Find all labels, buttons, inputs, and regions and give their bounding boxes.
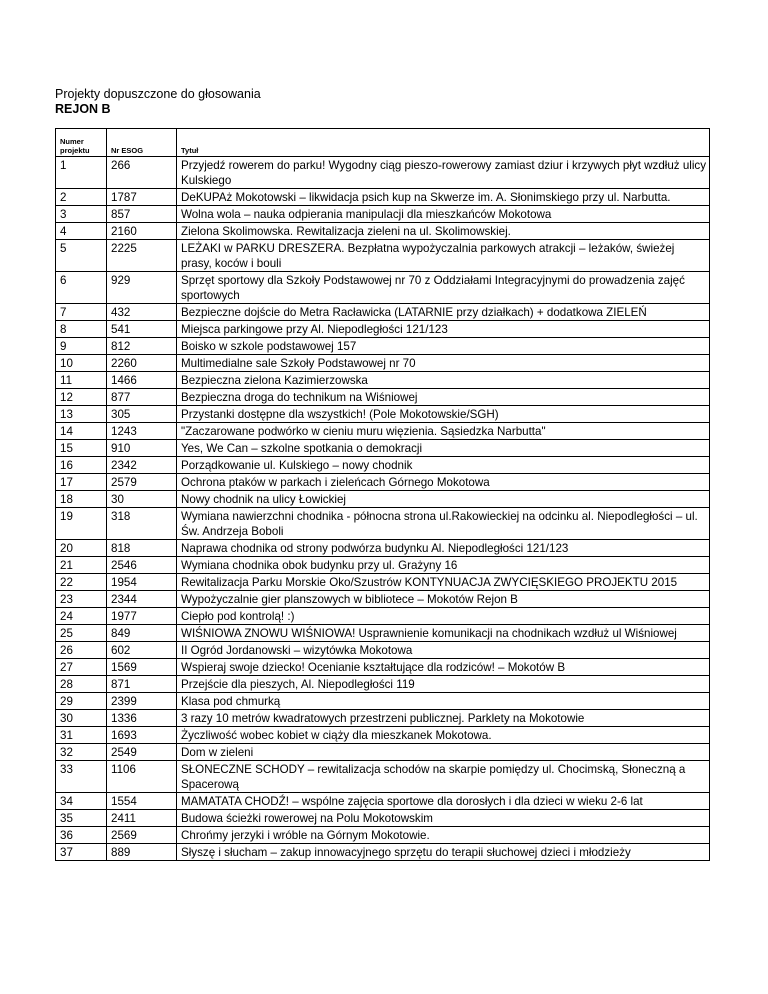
cell-esog-number: 812 [107, 338, 177, 355]
cell-esog-number: 1336 [107, 710, 177, 727]
cell-project-number: 29 [56, 693, 107, 710]
cell-project-number: 6 [56, 272, 107, 304]
cell-esog-number: 305 [107, 406, 177, 423]
cell-esog-number: 2411 [107, 810, 177, 827]
cell-project-number: 3 [56, 206, 107, 223]
cell-title: Przyjedź rowerem do parku! Wygodny ciąg pieszo-rowerowy zamiast dziur i krzywych płyt wzdłuż ulicy Kulskiego [177, 157, 710, 189]
table-body [56, 157, 710, 861]
cell-project-number: 5 [56, 240, 107, 272]
cell-title: Przejście dla pieszych, Al. Niepodległości 119 [177, 676, 710, 693]
table-row [56, 676, 710, 693]
cell-esog-number: 2399 [107, 693, 177, 710]
region-title: REJON B [55, 102, 111, 116]
cell-project-number: 22 [56, 574, 107, 591]
cell-project-number: 11 [56, 372, 107, 389]
cell-project-number: 16 [56, 457, 107, 474]
cell-title: Ciepło pod kontrolą! :) [177, 608, 710, 625]
cell-title: Wolna wola – nauka odpierania manipulacji dla mieszkańców Mokotowa [177, 206, 710, 223]
cell-project-number: 17 [56, 474, 107, 491]
cell-title: DeKUPAż Mokotowski – likwidacja psich kup na Skwerze im. A. Słonimskiego przy ul. Narbutta. [177, 189, 710, 206]
cell-title: Nowy chodnik na ulicy Łowickiej [177, 491, 710, 508]
cell-title: II Ogród Jordanowski – wizytówka Mokotowa [177, 642, 710, 659]
cell-project-number: 13 [56, 406, 107, 423]
cell-project-number: 8 [56, 321, 107, 338]
cell-title: Bezpieczna droga do technikum na Wiśniowej [177, 389, 710, 406]
table-row [56, 304, 710, 321]
table-row [56, 321, 710, 338]
table-row [56, 355, 710, 372]
cell-project-number: 15 [56, 440, 107, 457]
table-row [56, 423, 710, 440]
cell-title: Klasa pod chmurką [177, 693, 710, 710]
cell-title: WIŚNIOWA ZNOWU WIŚNIOWA! Usprawnienie komunikacji na chodnikach wzdłuż ul Wiśniowej [177, 625, 710, 642]
cell-title: Multimedialne sale Szkoły Podstawowej nr 70 [177, 355, 710, 372]
cell-project-number: 2 [56, 189, 107, 206]
table-row [56, 540, 710, 557]
table-row [56, 727, 710, 744]
cell-esog-number: 2225 [107, 240, 177, 272]
table-row [56, 625, 710, 642]
table-row [56, 389, 710, 406]
cell-esog-number: 2160 [107, 223, 177, 240]
cell-esog-number: 1466 [107, 372, 177, 389]
cell-title: Boisko w szkole podstawowej 157 [177, 338, 710, 355]
cell-esog-number: 1243 [107, 423, 177, 440]
cell-project-number: 1 [56, 157, 107, 189]
table-row [56, 157, 710, 189]
cell-esog-number: 318 [107, 508, 177, 540]
cell-esog-number: 1106 [107, 761, 177, 793]
projects-table [55, 128, 710, 861]
table-row [56, 491, 710, 508]
table-row [56, 827, 710, 844]
cell-project-number: 21 [56, 557, 107, 574]
cell-project-number: 36 [56, 827, 107, 844]
cell-esog-number: 541 [107, 321, 177, 338]
cell-esog-number: 2569 [107, 827, 177, 844]
table-row [56, 810, 710, 827]
cell-esog-number: 1954 [107, 574, 177, 591]
cell-project-number: 4 [56, 223, 107, 240]
cell-title: Życzliwość wobec kobiet w ciąży dla mieszkanek Mokotowa. [177, 727, 710, 744]
document-heading-block [55, 87, 261, 117]
cell-esog-number: 1554 [107, 793, 177, 810]
cell-project-number: 26 [56, 642, 107, 659]
cell-esog-number: 929 [107, 272, 177, 304]
table-row [56, 272, 710, 304]
table-row [56, 793, 710, 810]
cell-title: Wypożyczalnie gier planszowych w bibliotece – Mokotów Rejon B [177, 591, 710, 608]
table-row [56, 557, 710, 574]
table-row [56, 406, 710, 423]
table-header-row [56, 129, 710, 157]
cell-esog-number: 1693 [107, 727, 177, 744]
cell-esog-number: 602 [107, 642, 177, 659]
cell-title: MAMATATA CHODŹ! – wspólne zajęcia sportowe dla dorosłych i dla dzieci w wieku 2-6 lat [177, 793, 710, 810]
table-row [56, 338, 710, 355]
cell-title: Yes, We Can – szkolne spotkania o demokracji [177, 440, 710, 457]
table-row [56, 240, 710, 272]
table-row [56, 710, 710, 727]
cell-esog-number: 889 [107, 844, 177, 861]
cell-esog-number: 871 [107, 676, 177, 693]
cell-project-number: 9 [56, 338, 107, 355]
cell-project-number: 19 [56, 508, 107, 540]
cell-title: Sprzęt sportowy dla Szkoły Podstawowej nr 70 z Oddziałami Integracyjnymi do prowadzenia zajęć sportowych [177, 272, 710, 304]
table-row [56, 761, 710, 793]
cell-title: Naprawa chodnika od strony podwórza budynku Al. Niepodległości 121/123 [177, 540, 710, 557]
table-row [56, 693, 710, 710]
table-row [56, 440, 710, 457]
cell-project-number: 28 [56, 676, 107, 693]
cell-title: Bezpieczne dojście do Metra Racławicka (LATARNIE przy działkach) + dodatkowa ZIELEŃ [177, 304, 710, 321]
cell-project-number: 37 [56, 844, 107, 861]
cell-title: Wspieraj swoje dziecko! Ocenianie kształtujące dla rodziców! – Mokotów B [177, 659, 710, 676]
cell-title: Rewitalizacja Parku Morskie Oko/Szustrów KONTYNUACJA ZWYCIĘSKIEGO PROJEKTU 2015 [177, 574, 710, 591]
table-row [56, 206, 710, 223]
cell-title: Porządkowanie ul. Kulskiego – nowy chodnik [177, 457, 710, 474]
cell-title: LEŻAKI w PARKU DRESZERA. Bezpłatna wypożyczalnia parkowych atrakcji – leżaków, świeżej prasy, koców i bouli [177, 240, 710, 272]
cell-title: Ochrona ptaków w parkach i zieleńcach Górnego Mokotowa [177, 474, 710, 491]
cell-esog-number: 2342 [107, 457, 177, 474]
table-row [56, 189, 710, 206]
table-row [56, 474, 710, 491]
cell-esog-number: 2546 [107, 557, 177, 574]
cell-project-number: 25 [56, 625, 107, 642]
cell-title: Miejsca parkingowe przy Al. Niepodległości 121/123 [177, 321, 710, 338]
cell-project-number: 7 [56, 304, 107, 321]
table-row [56, 508, 710, 540]
cell-title: Budowa ścieżki rowerowej na Polu Mokotowskim [177, 810, 710, 827]
table-row [56, 608, 710, 625]
cell-esog-number: 1787 [107, 189, 177, 206]
header-esog-number: Nr ESOG [107, 129, 177, 157]
table-row [56, 457, 710, 474]
cell-esog-number: 266 [107, 157, 177, 189]
cell-title: Chrońmy jerzyki i wróble na Górnym Mokotowie. [177, 827, 710, 844]
table-row [56, 574, 710, 591]
table-row [56, 844, 710, 861]
cell-project-number: 14 [56, 423, 107, 440]
cell-esog-number: 910 [107, 440, 177, 457]
cell-title: Słyszę i słucham – zakup innowacyjnego sprzętu do terapii słuchowej dzieci i młodzieży [177, 844, 710, 861]
cell-project-number: 23 [56, 591, 107, 608]
cell-project-number: 33 [56, 761, 107, 793]
cell-title: Dom w zieleni [177, 744, 710, 761]
cell-esog-number: 818 [107, 540, 177, 557]
cell-esog-number: 2549 [107, 744, 177, 761]
cell-project-number: 18 [56, 491, 107, 508]
cell-project-number: 31 [56, 727, 107, 744]
cell-title: Wymiana chodnika obok budynku przy ul. Grażyny 16 [177, 557, 710, 574]
header-title: Tytuł [177, 129, 710, 157]
cell-esog-number: 30 [107, 491, 177, 508]
cell-esog-number: 2579 [107, 474, 177, 491]
cell-esog-number: 849 [107, 625, 177, 642]
cell-title: "Zaczarowane podwórko w cieniu muru więzienia. Sąsiedzka Narbutta" [177, 423, 710, 440]
table-row [56, 223, 710, 240]
table-row [56, 659, 710, 676]
cell-project-number: 35 [56, 810, 107, 827]
cell-title: Wymiana nawierzchni chodnika - północna strona ul.Rakowieckiej na odcinku al. Niepodległości – ul. Św. Andrzeja Boboli [177, 508, 710, 540]
table-row [56, 372, 710, 389]
cell-esog-number: 857 [107, 206, 177, 223]
header-project-number: Numer projektu [56, 129, 107, 157]
document-title: Projekty dopuszczone do głosowania [55, 87, 261, 101]
cell-title: Bezpieczna zielona Kazimierzowska [177, 372, 710, 389]
cell-title: SŁONECZNE SCHODY – rewitalizacja schodów na skarpie pomiędzy ul. Chocimską, Słoneczną a Spacerową [177, 761, 710, 793]
cell-project-number: 12 [56, 389, 107, 406]
cell-project-number: 10 [56, 355, 107, 372]
cell-title: Przystanki dostępne dla wszystkich! (Pole Mokotowskie/SGH) [177, 406, 710, 423]
cell-esog-number: 1977 [107, 608, 177, 625]
cell-title: 3 razy 10 metrów kwadratowych przestrzeni publicznej. Parklety na Mokotowie [177, 710, 710, 727]
table-row [56, 642, 710, 659]
table-row [56, 591, 710, 608]
cell-project-number: 24 [56, 608, 107, 625]
cell-project-number: 30 [56, 710, 107, 727]
cell-project-number: 32 [56, 744, 107, 761]
cell-project-number: 34 [56, 793, 107, 810]
cell-esog-number: 1569 [107, 659, 177, 676]
cell-esog-number: 432 [107, 304, 177, 321]
cell-project-number: 20 [56, 540, 107, 557]
cell-esog-number: 2260 [107, 355, 177, 372]
cell-esog-number: 877 [107, 389, 177, 406]
table-row [56, 744, 710, 761]
cell-esog-number: 2344 [107, 591, 177, 608]
cell-project-number: 27 [56, 659, 107, 676]
cell-title: Zielona Skolimowska. Rewitalizacja zieleni na ul. Skolimowskiej. [177, 223, 710, 240]
